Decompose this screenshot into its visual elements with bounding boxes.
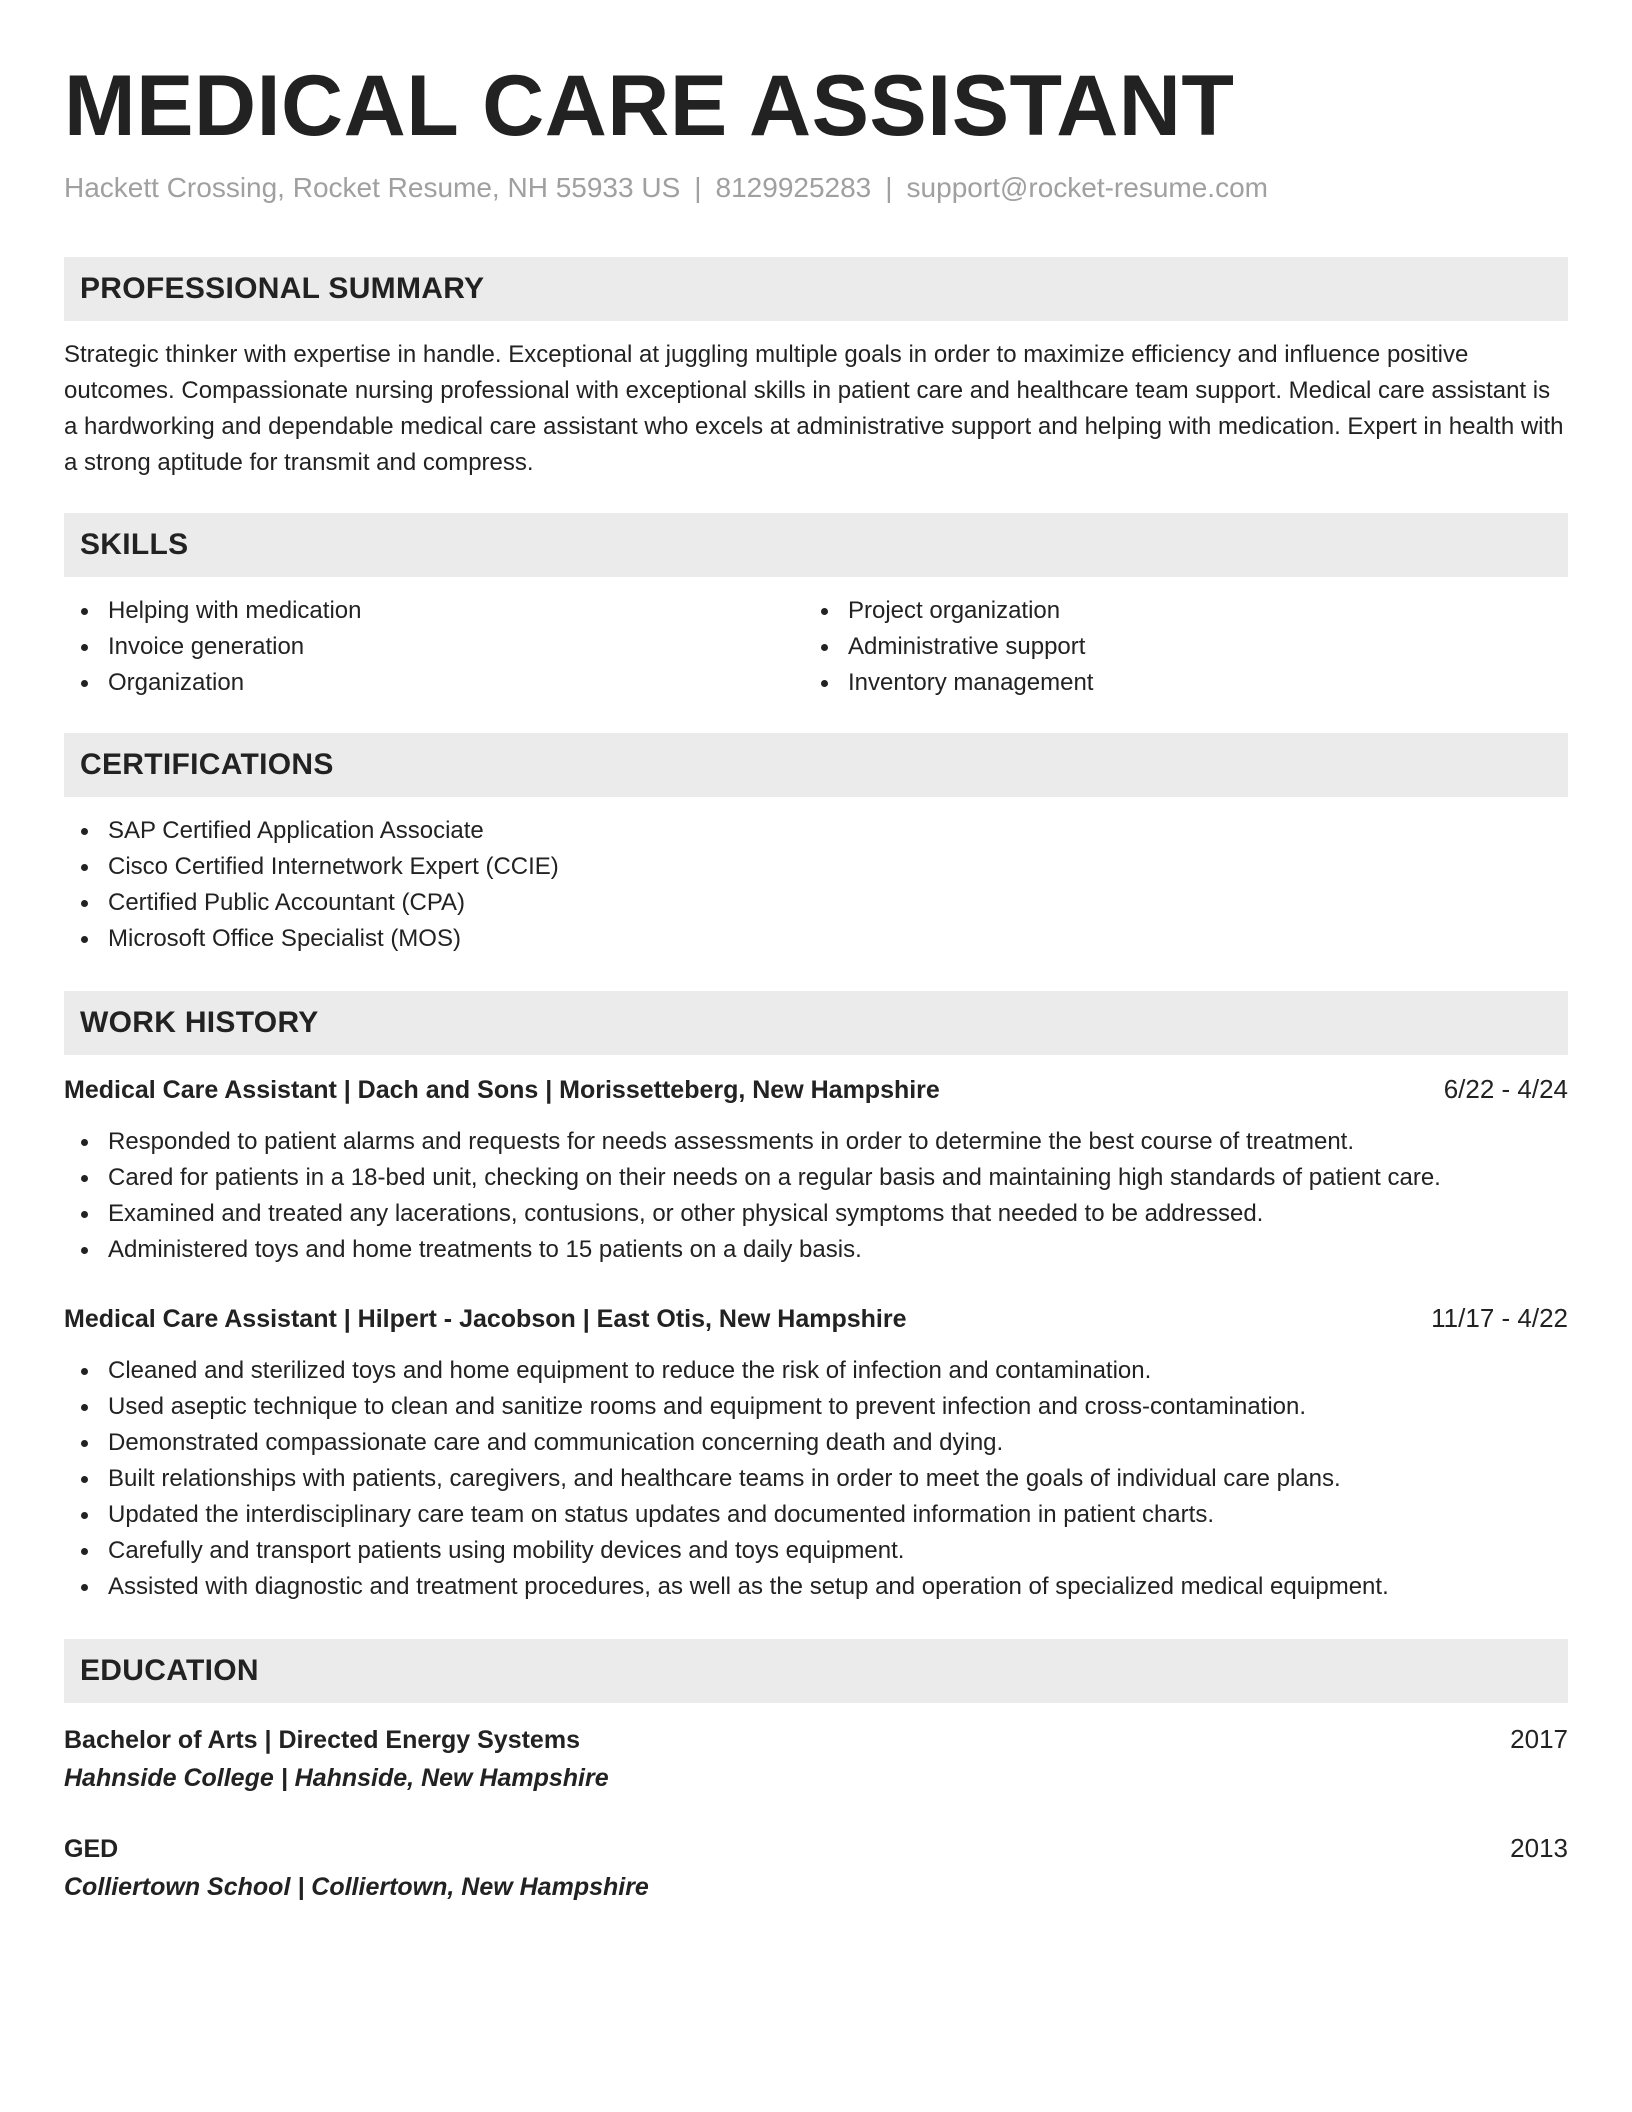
job-bullet: Administered toys and home treatments to 15 patients on a daily basis. (64, 1232, 1568, 1268)
job-header (64, 1300, 1568, 1337)
contact-separator: | (694, 172, 702, 203)
certification-item: SAP Certified Application Associate (64, 813, 1568, 849)
certification-item: Certified Public Accountant (CPA) (64, 885, 1568, 921)
skills-column-right (804, 593, 1544, 701)
contact-line (64, 170, 1568, 206)
contact-separator: | (885, 172, 893, 203)
education-year: 2013 (1510, 1833, 1568, 1863)
education-degree: GED (64, 1835, 119, 1863)
education-school: Colliertown School | Colliertown, New Hampshire (64, 1873, 649, 1901)
bullet-dot (81, 1368, 88, 1375)
skill-item: Administrative support (804, 629, 1544, 665)
summary-heading: PROFESSIONAL SUMMARY (64, 257, 1568, 321)
skill-item: Organization (64, 665, 804, 701)
education-entry (64, 1830, 1568, 1907)
bullet-dot (81, 828, 88, 835)
education-section (64, 1639, 1568, 1907)
job-title: Medical Care Assistant | Dach and Sons | Morissetteberg, New Hampshire (64, 1076, 940, 1104)
work-history-heading: WORK HISTORY (64, 991, 1568, 1055)
contact-phone: 8129925283 (715, 172, 872, 203)
job-dates: 6/22 - 4/24 (1443, 1074, 1568, 1104)
contact-email: support@rocket-resume.com (906, 172, 1268, 203)
job-bullet: Updated the interdisciplinary care team on status updates and documented information in patient charts. (64, 1497, 1568, 1533)
education-degree: Bachelor of Arts | Directed Energy Systems (64, 1726, 580, 1754)
certifications-section (64, 733, 1568, 957)
certifications-heading: CERTIFICATIONS (64, 733, 1568, 797)
bullet-dot (81, 900, 88, 907)
job-bullet: Carefully and transport patients using mobility devices and toys equipment. (64, 1533, 1568, 1569)
bullet-dot (81, 1139, 88, 1146)
skill-item: Inventory management (804, 665, 1544, 701)
bullet-dot (81, 1211, 88, 1218)
bullet-dot (81, 1440, 88, 1447)
bullet-dot (81, 1404, 88, 1411)
job-header (64, 1071, 1568, 1108)
bullet-dot (81, 1175, 88, 1182)
job-bullet: Built relationships with patients, caregivers, and healthcare teams in order to meet the goals of individual care plans. (64, 1461, 1568, 1497)
job-bullet: Demonstrated compassionate care and communication concerning death and dying. (64, 1425, 1568, 1461)
skill-item: Project organization (804, 593, 1544, 629)
education-school: Hahnside College | Hahnside, New Hampshire (64, 1764, 609, 1792)
contact-address: Hackett Crossing, Rocket Resume, NH 55933 US (64, 172, 681, 203)
bullet-dot (821, 608, 828, 615)
education-header (64, 1721, 1568, 1758)
job-dates: 11/17 - 4/22 (1431, 1303, 1568, 1333)
education-entry (64, 1721, 1568, 1798)
bullet-dot (821, 644, 828, 651)
skill-item: Helping with medication (64, 593, 804, 629)
bullet-dot (81, 1512, 88, 1519)
education-year: 2017 (1510, 1724, 1568, 1754)
bullet-dot (81, 936, 88, 943)
bullet-dot (81, 1548, 88, 1555)
skill-item: Invoice generation (64, 629, 804, 665)
skills-column-left (64, 593, 804, 701)
bullet-dot (81, 1476, 88, 1483)
job-bullet: Cared for patients in a 18-bed unit, checking on their needs on a regular basis and maintaining high standards of patient care. (64, 1160, 1568, 1196)
job-bullet: Assisted with diagnostic and treatment procedures, as well as the setup and operation of specialized medical equipment. (64, 1569, 1568, 1605)
job-title: Medical Care Assistant | Hilpert - Jacobson | East Otis, New Hampshire (64, 1305, 907, 1333)
bullet-dot (81, 608, 88, 615)
certification-item: Microsoft Office Specialist (MOS) (64, 921, 1568, 957)
job-bullet: Responded to patient alarms and requests for needs assessments in order to determine the best course of treatment. (64, 1124, 1568, 1160)
job-bullet: Used aseptic technique to clean and sanitize rooms and equipment to prevent infection and cross-contamination. (64, 1389, 1568, 1425)
skills-grid (64, 593, 1568, 701)
job-bullet: Cleaned and sterilized toys and home equipment to reduce the risk of infection and contamination. (64, 1353, 1568, 1389)
education-heading: EDUCATION (64, 1639, 1568, 1703)
bullet-dot (81, 864, 88, 871)
job-entry (64, 1071, 1568, 1268)
bullet-dot (81, 1584, 88, 1591)
bullet-dot (81, 680, 88, 687)
bullet-dot (81, 644, 88, 651)
skills-heading: SKILLS (64, 513, 1568, 577)
job-bullet: Examined and treated any lacerations, contusions, or other physical symptoms that needed to be addressed. (64, 1196, 1568, 1232)
bullet-dot (81, 1247, 88, 1254)
certification-item: Cisco Certified Internetwork Expert (CCIE) (64, 849, 1568, 885)
work-history-section (64, 991, 1568, 1605)
job-entry (64, 1300, 1568, 1605)
education-header (64, 1830, 1568, 1867)
bullet-dot (821, 680, 828, 687)
skills-section (64, 513, 1568, 701)
resume-name: MEDICAL CARE ASSISTANT (64, 58, 1235, 154)
summary-section (64, 257, 1568, 481)
resume-page (64, 56, 1568, 1907)
summary-text: Strategic thinker with expertise in handle. Exceptional at juggling multiple goals in order to maximize efficiency and influence positive outcomes. Compassionate nursing professional with exceptional skills in patient care and healthcare team support. Medical care assistant is a hardworking and dependable medical care assistant who excels at administrative support and helping with medication. Expert in health with a strong aptitude for transmit and compress. (64, 341, 1564, 476)
